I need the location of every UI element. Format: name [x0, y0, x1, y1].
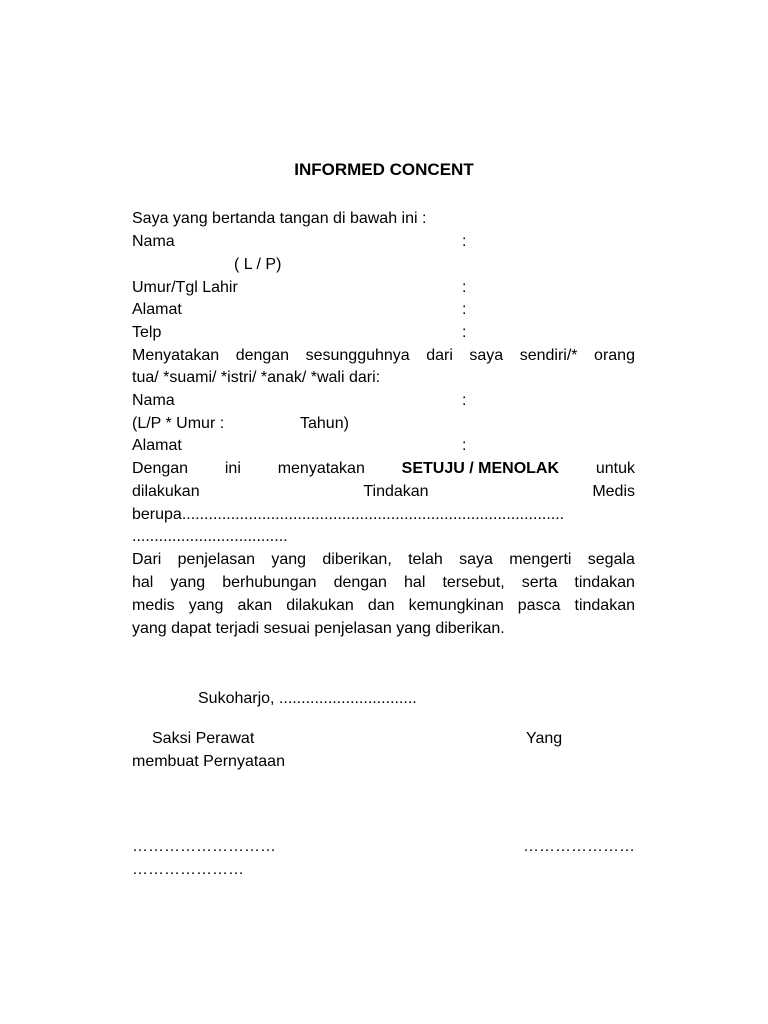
word: yang	[170, 574, 206, 591]
word: saya	[469, 347, 504, 364]
field-label: Umur/Tgl Lahir	[132, 279, 238, 296]
place-date: Sukoharjo, ...............................	[198, 690, 417, 707]
word: orang	[594, 347, 635, 364]
word: Menyatakan	[132, 347, 220, 364]
word: serta	[521, 574, 558, 591]
word: tindakan	[574, 574, 635, 591]
word: pasca	[517, 597, 561, 614]
word: ini	[224, 460, 241, 477]
word: menyatakan	[277, 460, 365, 477]
word: berhubungan	[222, 574, 317, 591]
word: sesungguhnya	[305, 347, 410, 364]
word: untuk	[595, 460, 635, 477]
word: yang	[271, 551, 307, 568]
word: dari	[426, 347, 453, 364]
field-label: Alamat	[132, 437, 182, 454]
gender-option: ( L / P)	[234, 256, 282, 273]
field-colon: :	[462, 324, 467, 341]
field-umur	[132, 277, 635, 299]
field-colon: :	[462, 301, 467, 318]
field-nama	[132, 231, 635, 253]
word: hal	[132, 574, 154, 591]
word: hal	[404, 574, 426, 591]
word: Medis	[592, 483, 635, 500]
word: tersebut,	[442, 574, 505, 591]
consent-line-2	[132, 481, 635, 503]
field-label: Telp	[132, 324, 162, 341]
witness-signature-line: ………………………	[132, 838, 276, 855]
word: Dengan	[132, 460, 189, 477]
word: medis	[132, 597, 175, 614]
witness-label: Saksi Perawat	[152, 730, 255, 747]
explanation-line-3	[132, 595, 635, 617]
maker-signature-line: …………………	[523, 838, 635, 855]
document-title: INFORMED CONCENT	[294, 160, 474, 179]
field-label: (L/P * Umur :	[132, 415, 225, 432]
word: Dari	[132, 551, 162, 568]
word: yang	[188, 597, 224, 614]
word: saya	[459, 551, 493, 568]
word: tindakan	[574, 597, 635, 614]
field-lp-umur	[132, 413, 635, 435]
explanation-line-4: yang dapat terjadi sesuai penjelasan yang diberikan.	[132, 620, 505, 637]
field-nama-2	[132, 390, 635, 412]
consent-line-4: ...................................	[132, 528, 288, 545]
consent-choice: SETUJU / MENOLAK	[401, 460, 560, 477]
word: mengerti	[509, 551, 572, 568]
word: penjelasan	[177, 551, 256, 568]
field-colon: :	[462, 392, 467, 409]
statement-line-1	[132, 345, 635, 367]
word: diberikan,	[322, 551, 392, 568]
field-telp	[132, 322, 635, 344]
tahun-label: Tahun)	[300, 415, 349, 432]
word: dan	[367, 597, 395, 614]
field-alamat-2	[132, 435, 635, 457]
field-alamat	[132, 299, 635, 321]
word: dengan	[333, 574, 387, 591]
word: telah	[408, 551, 443, 568]
field-label: Nama	[132, 233, 175, 250]
explanation-line-2	[132, 572, 635, 594]
field-colon: :	[462, 233, 467, 250]
statement-line-2: tua/ *suami/ *istri/ *anak/ *wali dari:	[132, 369, 381, 386]
intro-text: Saya yang bertanda tangan di bawah ini :	[132, 210, 427, 227]
word: akan	[237, 597, 273, 614]
explanation-line-1	[132, 549, 635, 571]
field-colon: :	[462, 437, 467, 454]
maker-label-rest: membuat Pernyataan	[132, 753, 285, 770]
field-label: Alamat	[132, 301, 182, 318]
consent-line-3: berupa......................................................................................	[132, 506, 565, 523]
word: dengan	[235, 347, 290, 364]
word: sendiri/*	[519, 347, 578, 364]
word: dilakukan	[132, 483, 200, 500]
maker-signature-line-cont: …………………	[132, 861, 244, 878]
word: segala	[587, 551, 635, 568]
word: kemungkinan	[408, 597, 504, 614]
field-colon: :	[462, 279, 467, 296]
word: Tindakan	[363, 483, 429, 500]
consent-line-1	[132, 458, 635, 480]
field-label: Nama	[132, 392, 175, 409]
maker-label-start: Yang	[526, 730, 563, 747]
word: dilakukan	[286, 597, 354, 614]
